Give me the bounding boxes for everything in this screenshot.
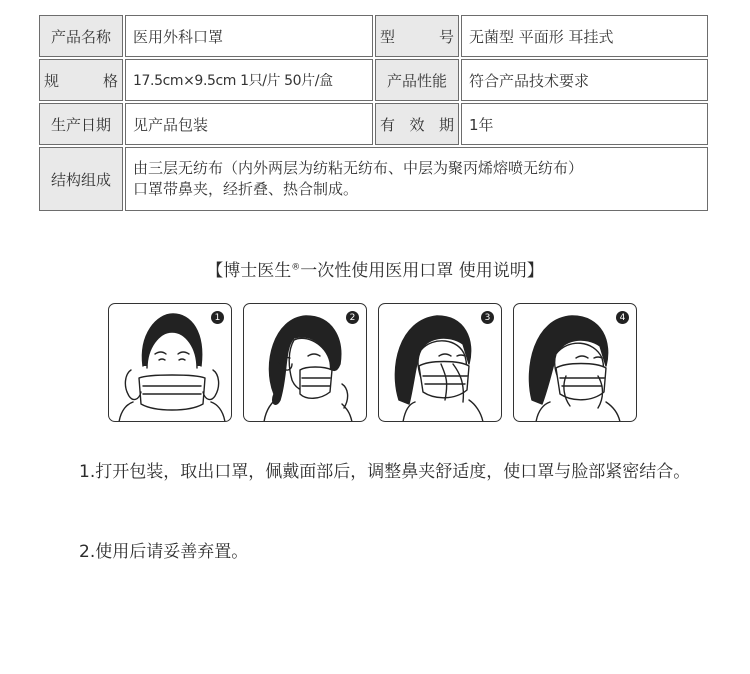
step-4 bbox=[513, 303, 637, 422]
label-validity bbox=[375, 103, 459, 145]
value-specification: 17.5cm×9.5cm 1只/片 50片/盒 bbox=[125, 59, 373, 101]
structure-line-1: 由三层无纺布（内外两层为纺粘无纺布、中层为聚丙烯熔喷无纺布） bbox=[133, 159, 584, 177]
spec-row-structure bbox=[39, 147, 708, 211]
value-model: 无菌型 平面形 耳挂式 bbox=[461, 15, 708, 57]
label-production-date: 生产日期 bbox=[39, 103, 123, 145]
registered-mark: ® bbox=[291, 262, 301, 273]
label-validity-text: 有 效 期 bbox=[380, 115, 454, 134]
spec-table bbox=[39, 15, 708, 213]
step-number-badge: 3 bbox=[481, 311, 494, 324]
value-product-name: 医用外科口罩 bbox=[125, 15, 373, 57]
value-structure bbox=[125, 147, 708, 211]
label-specification-text: 规 格 bbox=[44, 71, 118, 90]
value-performance: 符合产品技术要求 bbox=[461, 59, 708, 101]
step-2 bbox=[243, 303, 367, 422]
step-number-badge: 1 bbox=[211, 311, 224, 324]
step-number-badge: 2 bbox=[346, 311, 359, 324]
step-1 bbox=[108, 303, 232, 422]
label-model-text: 型 号 bbox=[380, 27, 454, 46]
step-3 bbox=[378, 303, 502, 422]
value-production-date: 见产品包装 bbox=[125, 103, 373, 145]
guide-title-post: 一次性使用医用口罩 使用说明】 bbox=[300, 261, 544, 281]
spec-row-name bbox=[39, 15, 708, 57]
label-structure: 结构组成 bbox=[39, 147, 123, 211]
structure-line-2: 口罩带鼻夹，经折叠、热合制成。 bbox=[133, 180, 359, 198]
instruction-step-1: 1.打开包装，取出口罩，佩戴面部后，调整鼻夹舒适度，使口罩与脸部紧密结合。 bbox=[79, 462, 691, 482]
guide-title bbox=[0, 256, 750, 281]
value-validity: 1年 bbox=[461, 103, 708, 145]
spec-row-date bbox=[39, 103, 708, 145]
spec-row-size bbox=[39, 59, 708, 101]
step-number-badge: 4 bbox=[616, 311, 629, 324]
instruction-step-2: 2.使用后请妥善弃置。 bbox=[79, 542, 249, 562]
usage-steps bbox=[108, 303, 637, 422]
label-specification bbox=[39, 59, 123, 101]
guide-title-pre: 【博士医生 bbox=[206, 261, 292, 281]
label-performance: 产品性能 bbox=[375, 59, 459, 101]
label-product-name: 产品名称 bbox=[39, 15, 123, 57]
label-model bbox=[375, 15, 459, 57]
